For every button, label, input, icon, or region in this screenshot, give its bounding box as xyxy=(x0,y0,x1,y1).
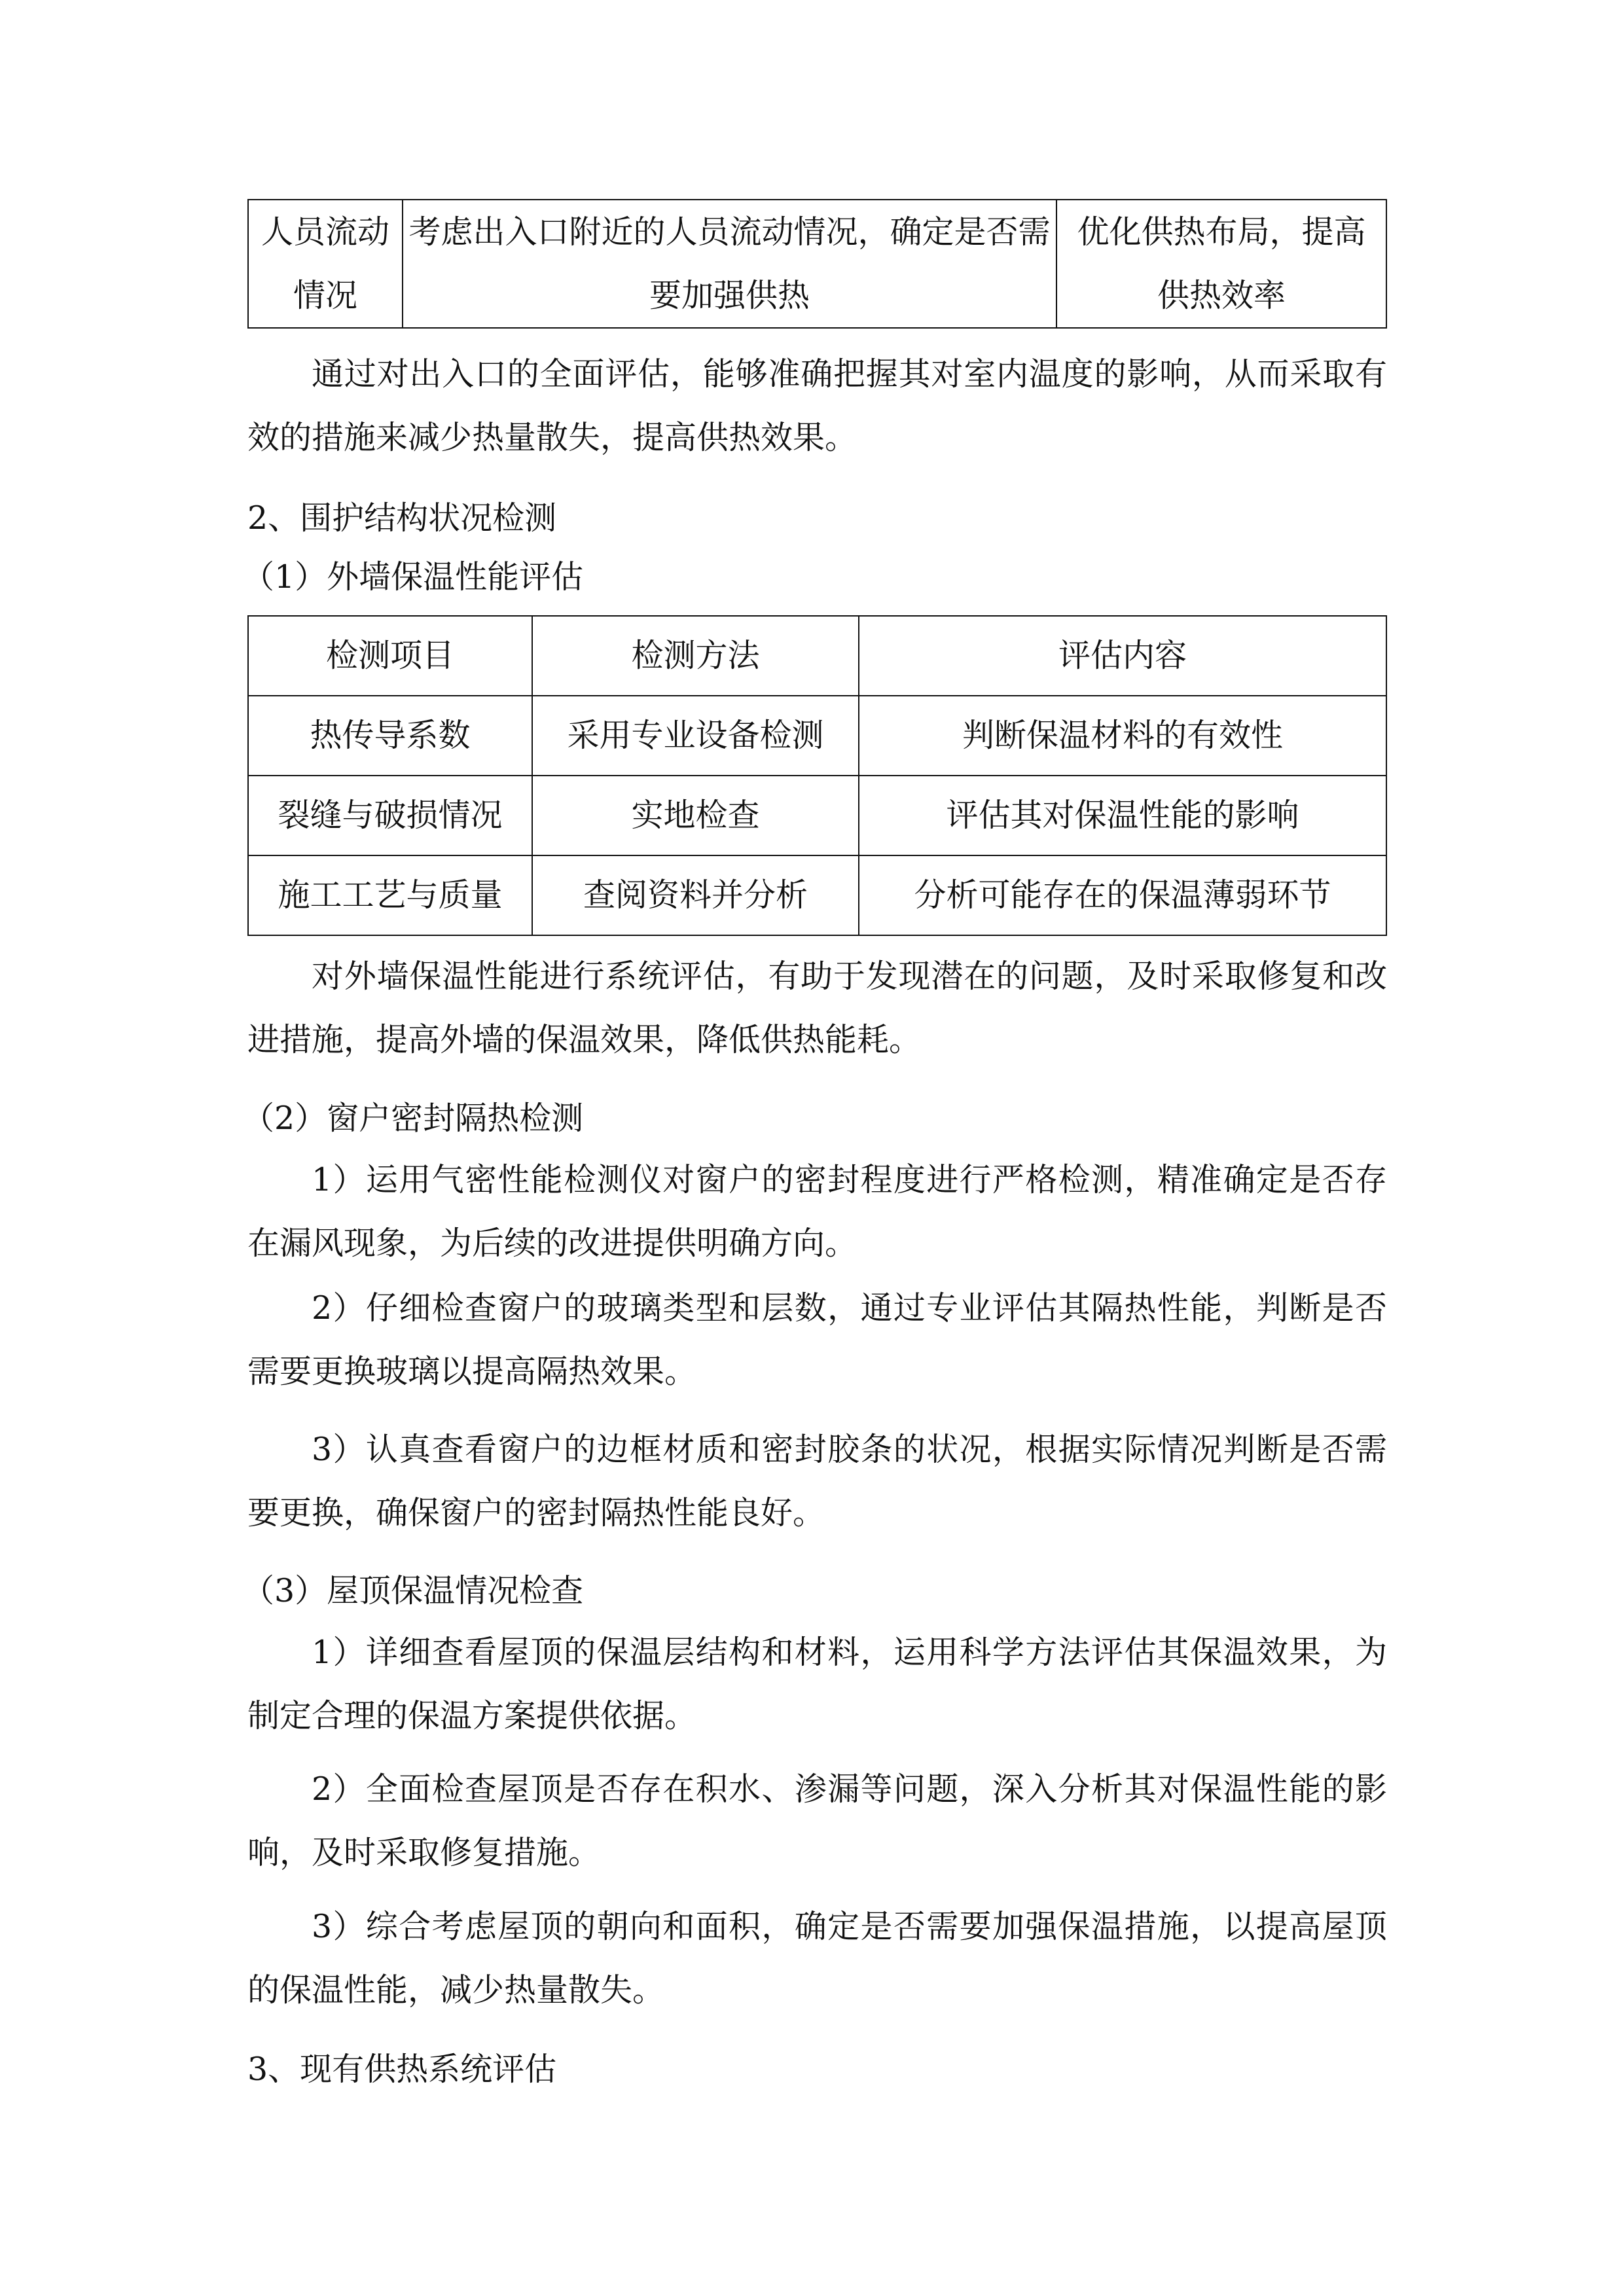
list-item: 1）运用气密性能检测仪对窗户的密封程度进行严格检测，精准确定是否存在漏风现象，为后续的改进提供明确方向。 xyxy=(247,1161,1387,1262)
table-header-row xyxy=(248,616,1386,696)
table-cell: 判断保温材料的有效性 xyxy=(859,696,1386,776)
table-cell: 优化供热布局，提高供热效率 xyxy=(1056,200,1386,328)
table-cell: 施工工艺与质量 xyxy=(248,855,532,935)
section-heading: 3、现有供热系统评估 xyxy=(247,2051,557,2088)
paragraph: 对外墙保温性能进行系统评估，有助于发现潜在的问题，及时采取修复和改进措施，提高外墙的保温效果，降低供热能耗。 xyxy=(247,958,1387,1058)
subsection-heading: （2）窗户密封隔热检测 xyxy=(242,1100,584,1137)
table-people-flow xyxy=(247,199,1387,329)
table-header-cell: 检测方法 xyxy=(532,616,859,696)
table-row xyxy=(248,200,1386,328)
table-cell: 裂缝与破损情况 xyxy=(248,776,532,855)
table-header-cell: 检测项目 xyxy=(248,616,532,696)
list-item: 3）综合考虑屋顶的朝向和面积，确定是否需要加强保温措施，以提高屋顶的保温性能，减少热量散失。 xyxy=(247,1908,1387,2009)
table-header-cell: 评估内容 xyxy=(859,616,1386,696)
list-item: 3）认真查看窗户的边框材质和密封胶条的状况，根据实际情况判断是否需要更换，确保窗户的密封隔热性能良好。 xyxy=(247,1431,1387,1532)
table-cell: 热传导系数 xyxy=(248,696,532,776)
table-cell: 采用专业设备检测 xyxy=(532,696,859,776)
subsection-heading: （1）外墙保温性能评估 xyxy=(242,558,584,596)
subsection-heading: （3）屋顶保温情况检查 xyxy=(242,1572,584,1609)
table-row xyxy=(248,855,1386,935)
list-item: 1）详细查看屋顶的保温层结构和材料，运用科学方法评估其保温效果，为制定合理的保温方案提供依据。 xyxy=(247,1634,1387,1734)
table-row xyxy=(248,696,1386,776)
paragraph: 通过对出入口的全面评估，能够准确把握其对室内温度的影响，从而采取有效的措施来减少热量散失，提高供热效果。 xyxy=(247,355,1387,456)
table-cell: 实地检查 xyxy=(532,776,859,855)
list-item: 2）仔细检查窗户的玻璃类型和层数，通过专业评估其隔热性能，判断是否需要更换玻璃以提高隔热效果。 xyxy=(247,1289,1387,1390)
table-cell: 人员流动情况 xyxy=(248,200,403,328)
section-heading: 2、围护结构状况检测 xyxy=(247,499,557,537)
table-cell: 分析可能存在的保温薄弱环节 xyxy=(859,855,1386,935)
table-row xyxy=(248,776,1386,855)
list-item: 2）全面检查屋顶是否存在积水、渗漏等问题，深入分析其对保温性能的影响，及时采取修复措施。 xyxy=(247,1770,1387,1871)
table-cell: 评估其对保温性能的影响 xyxy=(859,776,1386,855)
table-cell: 考虑出入口附近的人员流动情况，确定是否需要加强供热 xyxy=(403,200,1056,328)
table-wall-insulation xyxy=(247,615,1387,936)
table-cell: 查阅资料并分析 xyxy=(532,855,859,935)
